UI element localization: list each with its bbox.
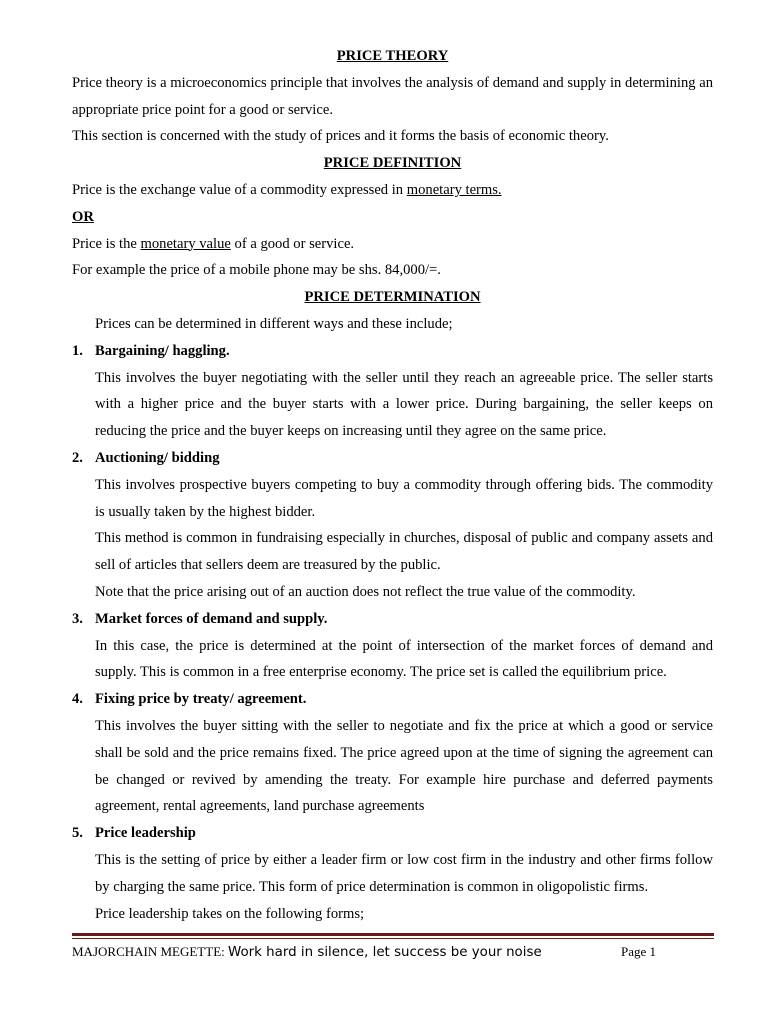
list-item-paragraph: Note that the price arising out of an auction does not reflect the true value of the commodity. — [95, 583, 636, 600]
list-item-title: Price leadership — [95, 825, 196, 842]
page-title: PRICE THEORY — [336, 48, 449, 64]
definition-heading: PRICE DEFINITION — [323, 155, 462, 172]
intro-paragraph-2: This section is concerned with the study of prices and it forms the basis of economic theory. — [72, 128, 609, 145]
definition-paragraph-2 — [72, 231, 713, 258]
list-item-number: 4. — [72, 691, 83, 708]
list-item-paragraph: Price leadership takes on the following forms; — [95, 905, 365, 922]
footer-motto: Work hard in silence, let success be your noise — [228, 945, 542, 960]
list-item-number: 1. — [72, 342, 83, 359]
list-item-title: Bargaining/ haggling. — [95, 342, 230, 359]
page-footer — [72, 941, 714, 963]
page-number: Page 1 — [621, 944, 657, 959]
list-item-number: 2. — [72, 449, 83, 466]
determination-heading: PRICE DETERMINATION — [304, 289, 481, 306]
list-item-number: 5. — [72, 825, 83, 842]
list-item-heading — [72, 338, 713, 365]
definition-paragraph-1 — [72, 177, 713, 204]
definition-1-underlined: monetary terms. — [406, 181, 502, 198]
footer-divider — [72, 933, 714, 939]
list-item-number: 3. — [72, 610, 83, 627]
list-item-paragraph: This involves the buyer negotiating with the seller until they reach an agreeable price. The seller starts with a higher price and the buyer starts with a lower price. During bargaining, the seller keeps on reducing the price and the buyer keeps on increasing until they agree on the same price. — [95, 369, 713, 440]
determination-intro: Prices can be determined in different ways and these include; — [95, 315, 453, 332]
footer-author: MAJORCHAIN MEGETTE: — [72, 944, 228, 959]
footer-divider-thick — [72, 933, 714, 936]
list-item-paragraph: This involves prospective buyers competing to buy a commodity through offering bids. The commodity is usually taken by the highest bidder. — [95, 476, 713, 520]
list-item-title: Fixing price by treaty/ agreement. — [95, 691, 307, 708]
or-label: OR — [72, 208, 94, 225]
definition-2-text-post: of a good or service. — [230, 235, 355, 252]
intro-paragraph-1: Price theory is a microeconomics principle that involves the analysis of demand and supply in determining an appropriate price point for a good or service. — [72, 74, 713, 118]
list-item-heading — [72, 606, 713, 633]
example-paragraph: For example the price of a mobile phone may be shs. 84,000/=. — [72, 262, 441, 279]
definition-2-underlined: monetary value — [140, 235, 231, 252]
list-item-paragraph: This method is common in fundraising especially in churches, disposal of public and company assets and sell of articles that sellers deem are treasured by the public. — [95, 530, 713, 574]
list-item-paragraph: This is the setting of price by either a leader firm or low cost firm in the industry and other firms follow by charging the same price. This form of price determination is common in oligopolistic firms. — [95, 851, 713, 895]
list-item-heading — [72, 445, 713, 472]
footer-divider-thin — [72, 938, 714, 939]
list-item-paragraph: In this case, the price is determined at the point of intersection of the market forces of demand and supply. This is common in a free enterprise economy. The price set is called the equilibrium price. — [95, 637, 713, 681]
footer-left — [72, 941, 542, 964]
definition-1-text: Price is the exchange value of a commodity expressed in — [72, 181, 407, 198]
list-item-paragraph: This involves the buyer sitting with the seller to negotiate and fix the price at which a good or service shall be sold and the price remains fixed. The price agreed upon at the time of signing the agreement can be changed or revived by amending the treaty. For example hire purchase and deferred payments agreement, rental agreements, land purchase agreements — [95, 717, 713, 815]
list-item-heading — [72, 686, 713, 713]
list-item-title: Auctioning/ bidding — [95, 449, 220, 466]
list-item-heading — [72, 820, 713, 847]
definition-2-text-pre: Price is the — [72, 235, 141, 252]
document-body — [72, 43, 713, 927]
list-item-title: Market forces of demand and supply. — [95, 610, 328, 627]
